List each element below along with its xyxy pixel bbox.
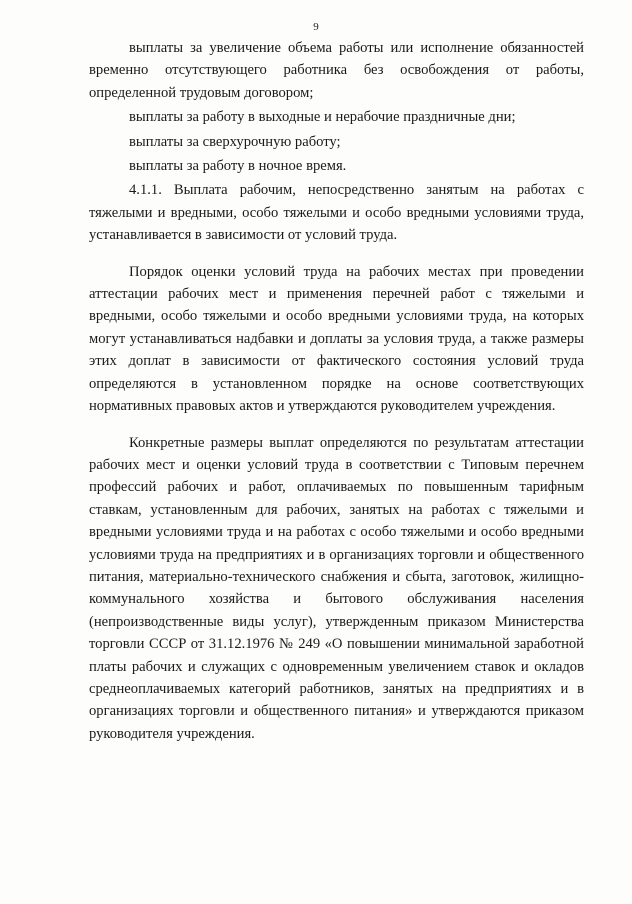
paragraph-section-4-1-1: 4.1.1. Выплата рабочим, непосредственно занятым на работах с тяжелыми и вредными, особо тяжелыми и особо вредными условиями труда, устанавливается в зависимости от условий труда. [89,182,584,244]
paragraph-night-work: выплаты за работу в ночное время. [129,158,347,175]
paragraph-overtime-work: выплаты за сверхурочную работу; [129,133,341,150]
page-number: 9 [313,21,319,33]
paragraph-extra-duties: выплаты за увеличение объема работы или исполнение обязанностей временно отсутствующего работника без освобождения от работы, определенной трудовым договором; [89,40,584,101]
paragraph-weekend-work: выплаты за работу в выходные и нерабочие праздничные дни; [129,109,516,126]
paragraph-payment-amounts: Конкретные размеры выплат определяются по результатам аттестации рабочих мест и оценки условий труда в соответствии с Типовым перечнем профессий рабочих и работ, оплачиваемых по повышенным тарифным ставкам, установленным для рабочих, занятых на работах с тяжелыми и вредными условиями труда и на работах с особо тяжелыми и особо вредными условиями труда на предприятиях и в организациях торговли и общественного питания, материально-технического снабжения и сбыта, заготовок, жилищно-коммунального хозяйства и бытового обслуживания населения (непроизводственные виды услуг), утвержденным приказом Министерства торговли СССР от 31.12.1976 № 249 «О повышении минимальной заработной платы рабочих и служащих с одновременным увеличением ставок и окладов среднеоплачиваемых категорий работников, занятых на предприятиях и в организациях торговли и общественного питания» и утверждаются приказом руководителя учреждения. [89,434,584,742]
document-body [89,37,584,745]
paragraph-assessment-procedure: Порядок оценки условий труда на рабочих местах при проведении аттестации рабочих мест и применения перечней работ с тяжелыми и вредными, особо тяжелыми и особо вредными условиями труда, на которых могут устанавливаться надбавки и доплаты за условия труда, а также размеры этих доплат в зависимости от фактического состояния условий труда определяются в установленном порядке на основе соответствующих нормативных правовых актов и утверждаются руководителем учреждения. [89,263,584,415]
